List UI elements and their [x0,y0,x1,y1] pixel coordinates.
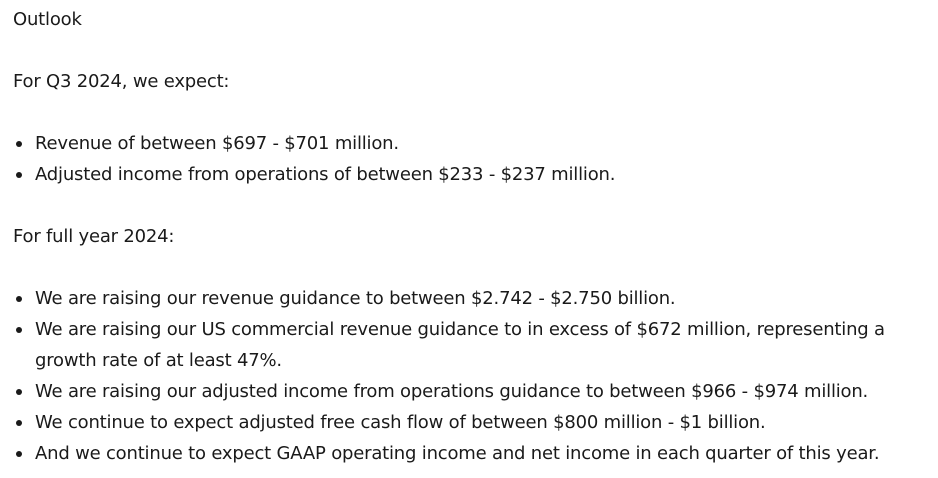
list-item: Adjusted income from operations of between $233 - $237 million. [13,159,935,190]
list-item: We are raising our revenue guidance to between $2.742 - $2.750 billion. [13,283,935,314]
q3-guidance-list [13,128,938,190]
list-item: Revenue of between $697 - $701 million. [13,128,935,159]
list-item: We are raising our adjusted income from operations guidance to between $966 - $974 million. [13,376,935,407]
list-item: We continue to expect adjusted free cash flow of between $800 million - $1 billion. [13,407,935,438]
list-item: We are raising our US commercial revenue guidance to in excess of $672 million, representing a growth rate of at least 47%. [13,314,935,376]
list-item: And we continue to expect GAAP operating income and net income in each quarter of this year. [13,438,935,469]
full-year-guidance-list [13,283,938,469]
q3-intro: For Q3 2024, we expect: [13,71,230,92]
full-year-intro: For full year 2024: [13,226,175,247]
section-heading: Outlook [13,9,82,30]
